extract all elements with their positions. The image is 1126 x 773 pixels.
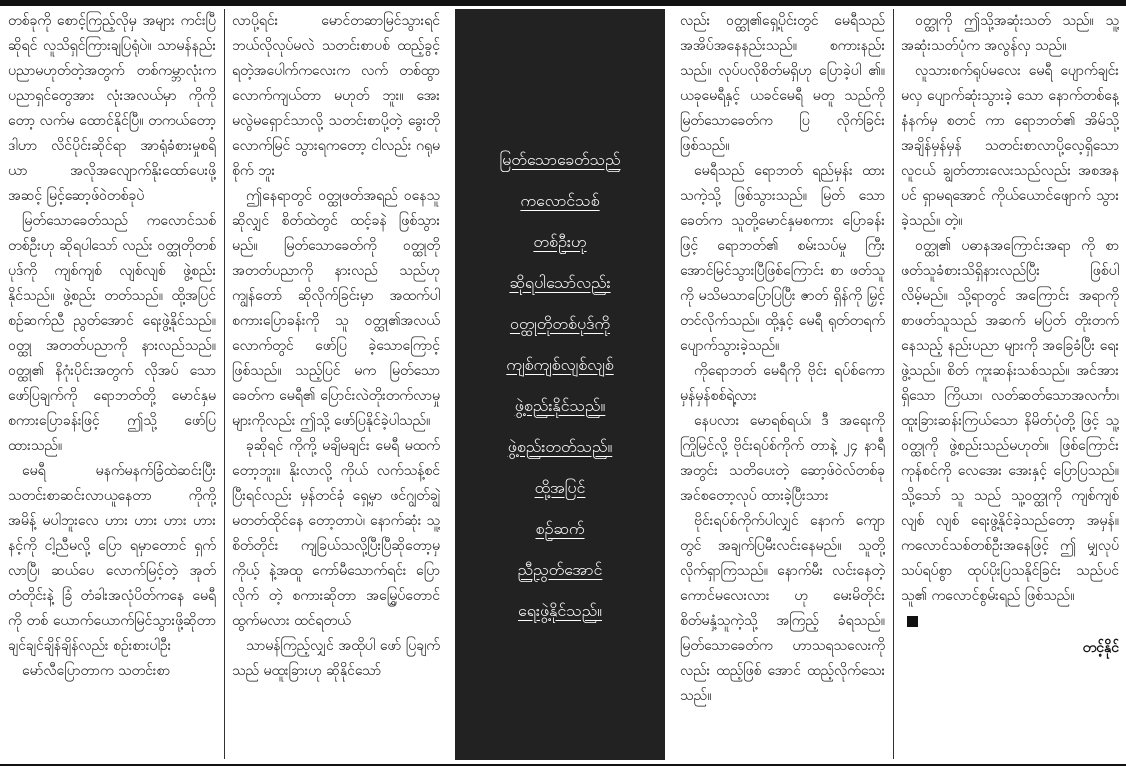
paragraph: တစ်ခုကို စောင့်ကြည့်လိုမှ အများ ကင်းပြီဆိုရင် လူသိရှင်ကြားချပြရုံပဲ။ သာမန်နည်းပညာမဟုတ်တဲ့အတွက် တစ်ကမ္ဘာလုံးက ပညာရှင်တွေအား လုံးအလယ်မှာ ကိုကိုတော့ လက်မ ထောင်နိုင်ပြီ။ တကယ်တော့ ဒါဟာ လိင်ပိုင်းဆိုင်ရာ အာရုံခံစားမှုစရိယာ အလိုအလျောက်နိုးထော်ပေးဖို့ အဆင့် မြင့်ဆော့ဖ်ဝဲတစ်ခုပဲ (8, 13, 216, 204)
paragraph: လည်း ဝတ္ထု၏ရှေ့ပိုင်းတွင် မေရီသည် အအိပ်အနေနည်းသည်။ စကားနည်း သည်။ လုပ်ပလိုစိတ်မရှိဟု ပြောခဲ့ပါ ၏။ ယခုမေရီနှင့် ယခင်မေရီ မတူ သည်ကို မြတ်သောခေတ်က ပြ လိုက်ခြင်း ဖြစ်သည်။ (680, 13, 885, 154)
pull-quote-line: ကျစ်ကျစ်လျစ်လျစ် (506, 354, 614, 374)
paragraph: ဝတ္ထုကို ဤသို့အဆုံးသတ် သည်။ သူ့အဆုံးသတ်ပုံက အလွန်လှ သည်။ (901, 13, 1119, 54)
pull-quote-line: ဆိုရပါသော်လည်း (509, 272, 611, 292)
paragraph: မေရီ မနက်မနက်ခြံထဲဆင်းပြီး သတင်းစာဆင်းလာယူနေတာ ကိုကို့ အမိန့် မပါဘူးလေ ဟား ဟား ဟား ဟား နင့်ကို ငါ့ညီမလို့ ပြော ရမှာတောင် ရှက်လာပြီ၊ ဆယ်ပေ လောက်မြင့်တဲ့ အုတ်တံတိုင်းနဲ့ ခြံ တံခါးအလုံပိတ်ကနေ မေရီကို တစ် ယောက်ယောက်မြင်သွားဖို့ဆိုတာ ချင်ချင်ချိန်ချိန်လည်း စဉ်းစားပါဦး (8, 463, 216, 654)
paragraph: လာပို့ရင်း မောင်တဆာမြင်သွားရင် ဘယ်လိုလုပ်မလဲ သတင်းစာပစ် ထည့်ခွင့်ရတဲ့အပေါက်ကလေးက လက် တစ်ထွာလောက်ကျယ်တာ မဟုတ် ဘူး။ အေး မလွဲမရှောင်သာလို့ သတင်းစာပို့တဲ့ ခွေးတိုလောက်မြင် သွားရကတော့ ငါလည်း ဂရုမစိုက် ဘူး (232, 13, 440, 179)
text-column-4 (680, 9, 885, 757)
top-rule (0, 0, 1126, 6)
paragraph: ကိုရောဘတ် မေရီကို ဗိုင်း ရပ်စ်ကော မှန်မှန်စစ်ရဲ့လား (680, 363, 885, 404)
text-column-2 (232, 9, 440, 757)
text-column-5 (901, 9, 1119, 757)
bottom-rule (0, 764, 1126, 766)
pull-quote-line: တစ်ဦးဟု (533, 231, 587, 251)
pull-quote-line: ဖွဲ့စည်းတတ်သည်။ (507, 436, 613, 456)
paragraph: ဤနေရာတွင် ဝတ္ထုဖတ်အရည် ဝနေသူဆိုလျှင် စိတ်ထဲတွင် ထင့်ခနဲ ဖြစ်သွားမည်။ မြတ်သောခေတ်ကို ဝတ္ထုတိုအတတ်ပညာကို နားလည် သည်ဟု ကျွန်တော် ဆိုလိုက်ခြင်းမှာ အထက်ပါ စကားပြောခန်းကို သူ ဝတ္ထု၏အလယ်လောက်တွင် ဖော်ပြ ခဲ့သောကြောင့် ဖြစ်သည်။ သည့်ပြင် မက မြတ်သောခေတ်က မေရီ၏ ပြောင်းလဲတိုးတက်လာမှုများကိုလည်း ဤသို့ ဖော်ပြနိုင်ခဲ့ပါသည်။ (232, 188, 440, 429)
paragraph: ခုဆိုရင် ကိုကို့ မချိမချင်း မေရီ မထက်တော့ဘူး။ နိုးလာလို့ ကိုယ် လက်သန့်စင် ပြီးရင်လည်း မှန်တင်ခုံ ရှေ့မှာ ဖင်ဂျွတ်ချွဲမတတ်ထိုင်နေ တော့တာပဲ၊ နောက်ဆုံး သူ့စိတ်တိုင်း ကျခြယ်သလို့ပြီးပြီဆိုတော့မှ ကိုယ့် နဲ့အထူ ကော်မီသောက်ရင်း ပြောလိုက် တဲ့ စကားဆိုတာ အမြွှေပ်တောင် ထွက်မလား ထင်ရတယ် (232, 438, 440, 629)
paragraph: နေပလား မောရစ်ရယ်၊ ဒီ အရေးကို ကြိုမြင်လို့ ဗိုင်းရပ်စ်ကိုက် တာနဲ့ ၂၄ နာရီအတွင်း သတိပေးတဲ့ ဆော့ဖ်ဝဲလ်တစ်ခု အင်စတော့လုပ် ထားခဲ့ပြီးသား (680, 413, 885, 504)
column-divider (893, 9, 894, 759)
pull-quote-box (455, 9, 665, 760)
pull-quote-line: မြတ်သောခေတ်သည် (499, 149, 621, 169)
pull-quote-line: ဝတ္ထုတိုတစ်ပုဒ်ကို (509, 313, 611, 333)
pull-quote-line: ရေးဖွဲ့နိုင်သည်။ (518, 600, 602, 620)
paragraph: ဝတ္ထု၏ ပဓာနအကြောင်းအရာ ကို စာဖတ်သူခံစားသိရှိနားလည်ပြီး ဖြစ်ပါလိမ့်မည်။ သို့ရာတွင် အကြောင်း အရာကို စာဖတ်သူသည် အဆက် မပြတ် တိုးတက်နေသည့် နည်းပညာ များကို အခြေခံပြီး ရေးဖွဲ့သည်။ စိတ် ကူးဆန်းသစ်သည်။ အင်အားရှိသော ကြိယာ၊ လတ်ဆတ်သောအလင်္ကာ၊ ထူးခြားဆန်းကြယ်သော နိမိတ်ပုံတို့ ဖြင့် သူ့ဝတ္ထုကို ဖွဲ့စည်းသည်မဟုတ်။ ဖြစ်ကြောင်းကုန်စင်ကို လေအေး အေးနှင့် ပြောပြသည်။ သို့သော် သူ သည် သူ့ဝတ္ထုကို ကျစ်ကျစ်လျစ် လျစ် ရေးဖွဲ့နိုင်ခဲ့သည်တော့ အမှန်။ ကလောင်သစ်တစ်ဦးအနေဖြင့် ဤ မျှလုပ်သပ်ရပ်စွာ ထုပ်ပိုးပြသနိုင်ခြင်း သည်ပင် သူ၏ ကလောင်စွမ်းရည် ဖြစ်သည်။ (901, 238, 1119, 604)
pull-quote-line: စဉ်ဆက် (535, 518, 585, 538)
paragraph: လူသားစက်ရုပ်မလေး မေရီ ပျောက်ချင်းမလှ ပျောက်ဆုံးသွားခဲ့ သော နောက်တစ်နေ့နံနက်မှ စတင် ကာ ရောဘတ်၏ အိမ်သို့အချိန်မှန်မှန် သတင်းစာလာပို့လေ့ရှိသော လူငယ် ချွတ်တားလေးသည်လည်း အစအန ပင် ရှာမရအောင် ကိုယ်ယောင်ဖျောက် သွားခဲ့သည်။ တဲ့။ (901, 63, 1119, 229)
paragraph: ဗိုင်းရပ်စ်ကိုက်ပါလျှင် နောက် ကျောတွင် အချက်ပြမီးလင်းနေမည်။ သူတို့လိုက်ရှာကြသည်။ နောက်မီး လင်းနေတဲ့ ကောင်မလေးလား ဟု မေးမိတိုင်း စိတ်မနှံ့သူကဲ့သို့ အကြည့် ခံရသည်။ မြတ်သောခေတ်က ဟာသရသလေးကိုလည်း ထည့်ဖြစ် အောင် ထည့်လိုက်သေးသည်။ (680, 513, 885, 704)
pull-quote-line: ကလောင်သစ် (520, 190, 600, 210)
pull-quote-line: ဖွဲ့စည်းနိုင်သည်။ (514, 395, 606, 415)
column-divider (224, 9, 225, 759)
text-column-1 (8, 9, 216, 757)
paragraph: သာမန်ကြည့်လျှင် အထိုပါ ဖော် ပြချက်သည် မထူးခြားဟု ဆိုနိုင်သော် (232, 638, 440, 679)
pull-quote-line: ညီညွတ်အောင် (517, 559, 603, 579)
end-of-article-mark (907, 616, 918, 627)
author-byline: တင့်နိုင် (1082, 640, 1119, 656)
paragraph: မေရီသည် ရောဘတ် ရည်မှန်း ထားသကဲ့သို့ ဖြစ်သွားသည်။ မြတ် သောခေတ်က သူတို့မောင်နှမစကား ပြောခန်းဖြင့် ရောဘတ်၏ စမ်းသပ်မှု ကြီး အောင်မြင်သွားပြီဖြစ်ကြောင်း စာ ဖတ်သူကို မသိမသာပြောပြပြီး ဇာတ် ရှိန်ကို မြှင့်တင်လိုက်သည်။ ထို့နှင့် မေရီ ရုတ်တရက်ပျောက်သွားခဲ့သည်။ (680, 163, 885, 354)
paragraph: မော်လီပြောတာက သတင်းစာ (22, 663, 171, 679)
pull-quote-line: ထို့အပြင် (534, 477, 586, 497)
paragraph: မြတ်သောခေတ်သည် ကလောင်သစ်တစ်ဦးဟု ဆိုရပါသော် လည်း ဝတ္ထုတိုတစ်ပုဒ်ကို ကျစ်ကျစ် လျစ်လျစ် ဖွဲ့စည်းနိုင်သည်။ ဖွဲ့စည်း တတ်သည်။ ထို့အပြင် စဉ်ဆက်ညီ ညွတ်အောင် ရေးဖွဲ့နိုင်သည်။ ဝတ္ထု အတတ်ပညာကို နားလည်သည်။ ဝတ္ထု၏ နိဂုံးပိုင်းအတွက် လိုအပ် သော ဖော်ပြချက်ကို ရောဘတ်တို့ မောင်နှမစကားပြောခန်းဖြင့် ဤသို့ ဖော်ပြထားသည်။ (8, 213, 216, 454)
